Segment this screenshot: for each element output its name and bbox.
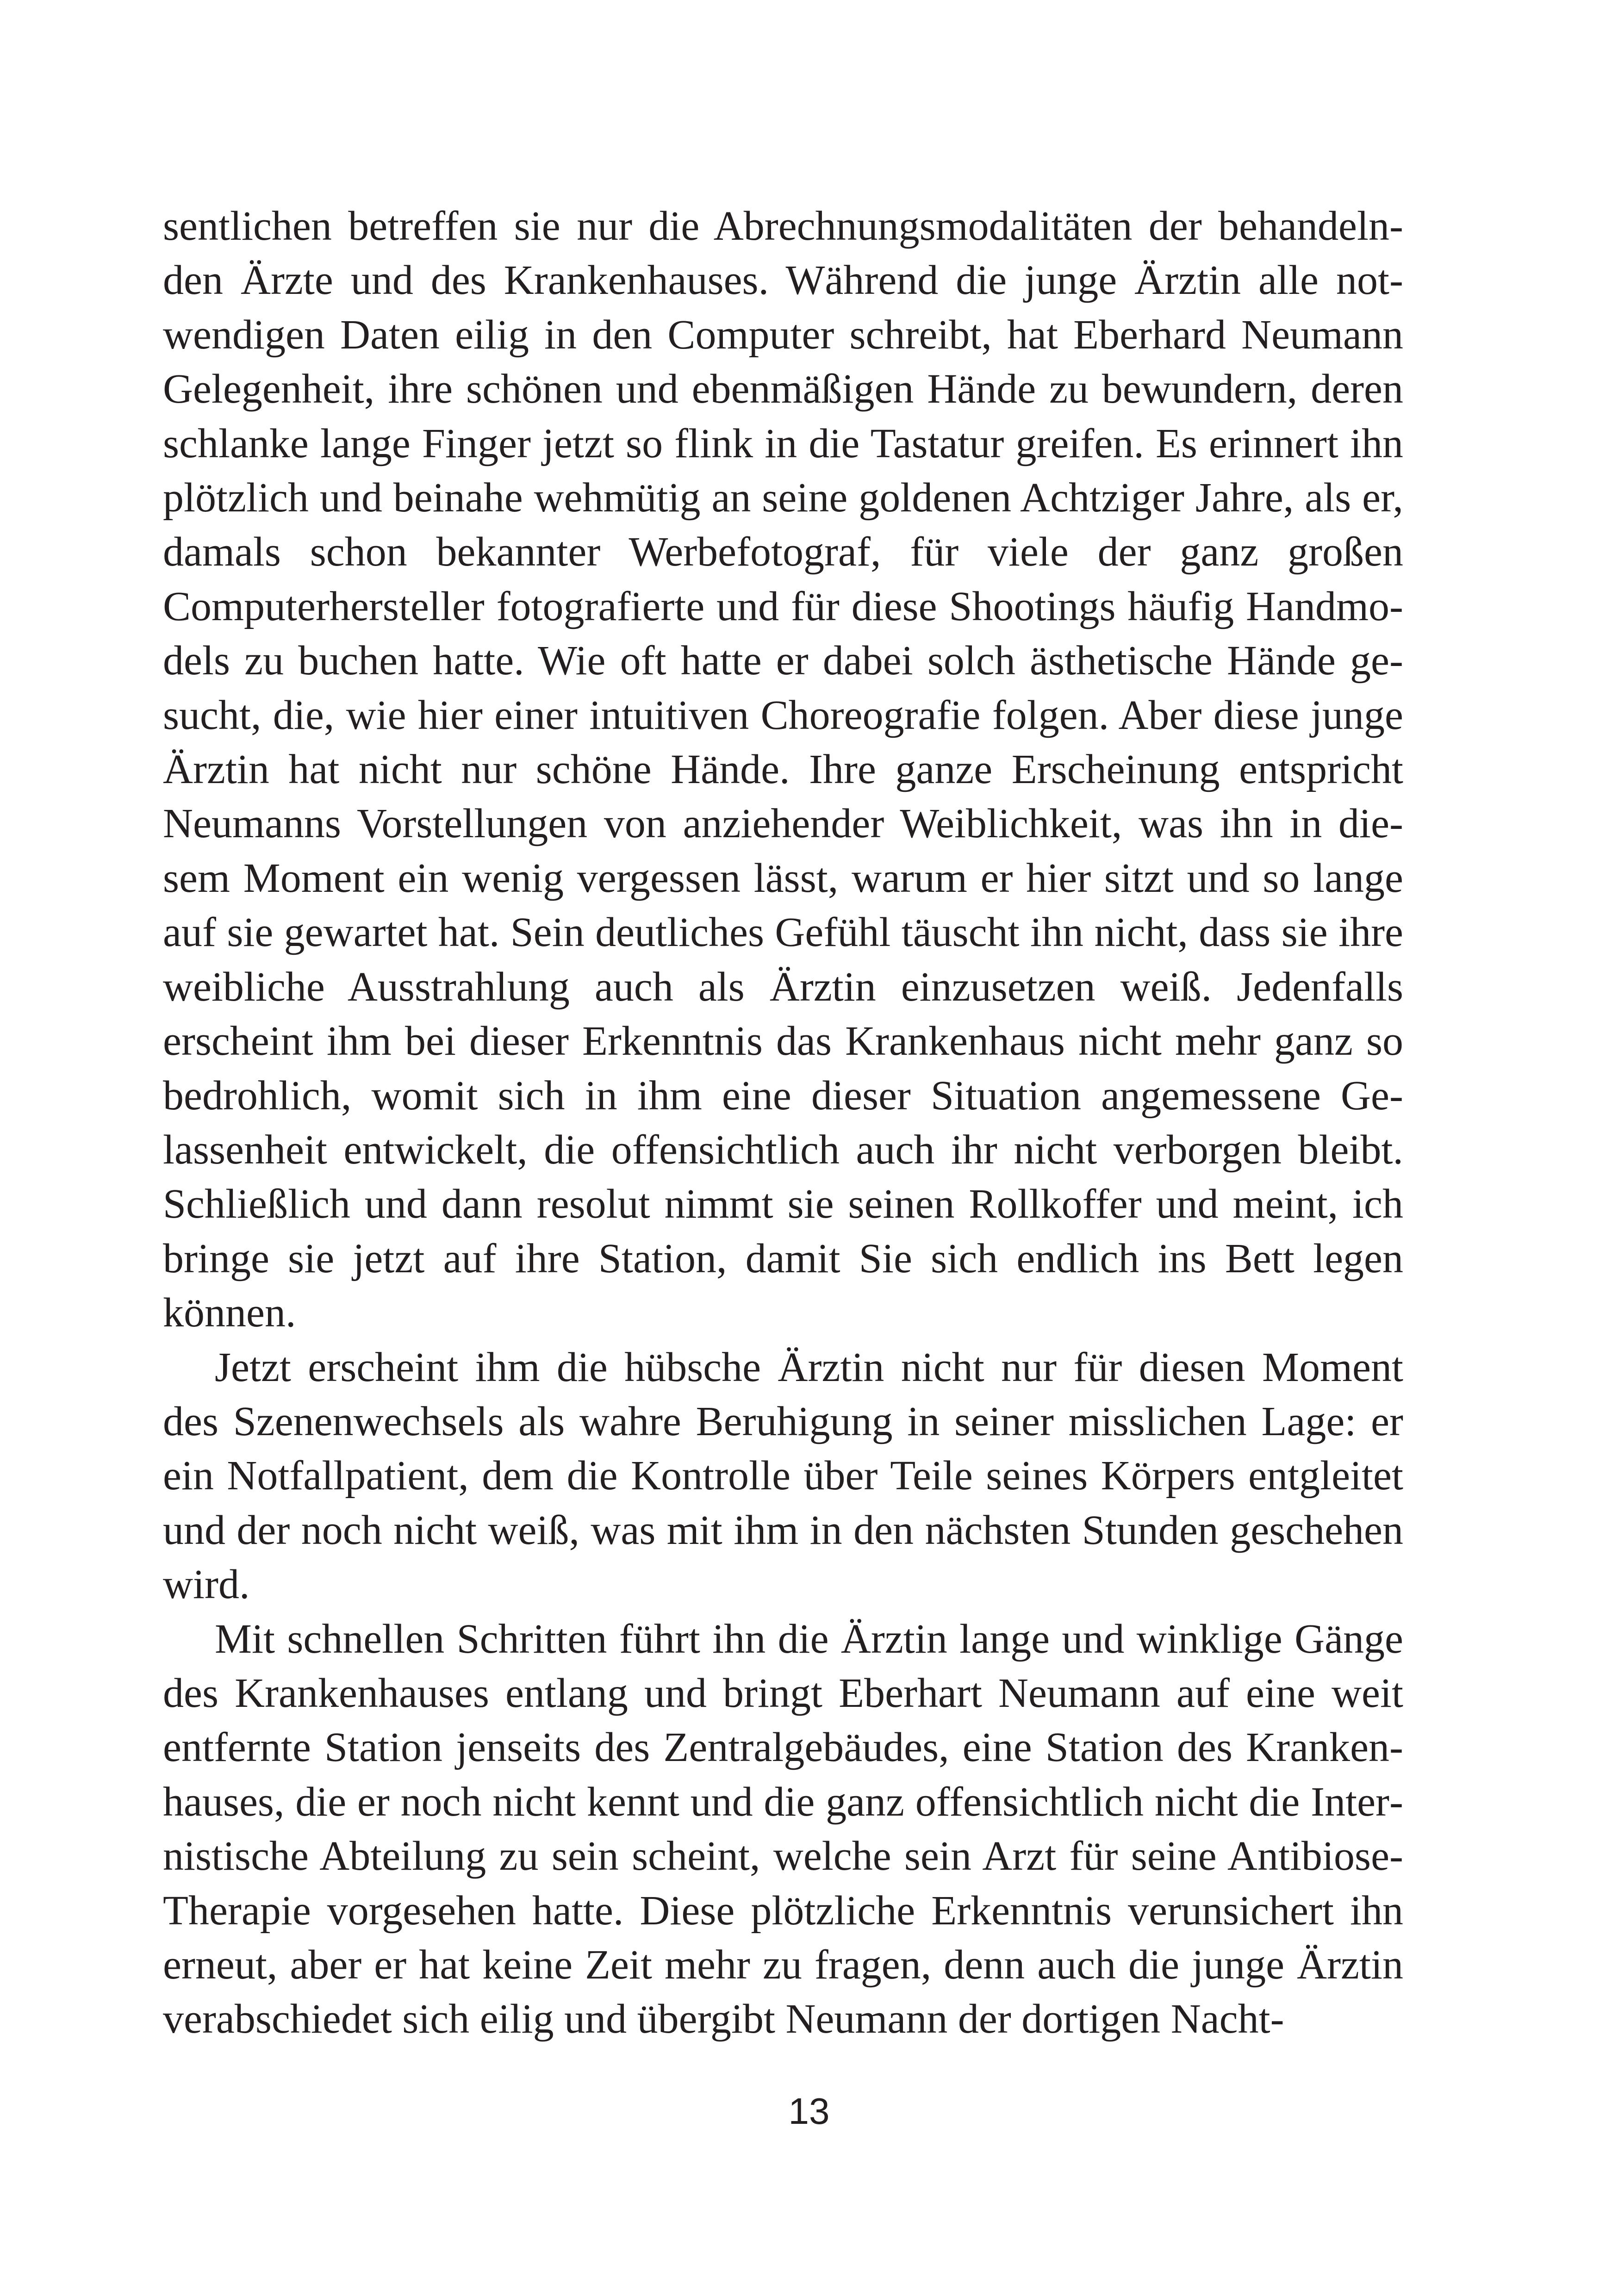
paragraph-2: Jetzt erscheint ihm die hübsche Ärztin nicht nur für diesen Moment des Szenenwechsels als wahre Beruhigung in seiner misslichen Lage: er ein Notfallpatient, dem die Kontrolle über Teile seines Körpers entgleitet und der noch nicht weiß, was mit ihm in den nächsten Stunden geschehen wird. <box>163 1344 1403 1608</box>
paragraph-1: sentlichen betreffen sie nur die Abrechnungsmodalitäten der behandelnden Ärzte und des Krankenhauses. Während die junge Ärztin alle notwendigen Daten eilig in den Computer schreibt, hat Eberhard Neumann Gelegenheit, ihre schönen und ebenmäßigen Hände zu bewundern, deren schlanke lange Finger jetzt so flink in die Tastatur greifen. Es erinnert ihn plötzlich und beinahe wehmütig an seine goldenen Achtziger Jahre, als er, damals schon bekannter Werbefotograf, für viele der ganz großen Computerhersteller fotografierte und für diese Shootings häufig Handmodels zu buchen hatte. Wie oft hatte er dabei solch ästhetische Hände gesucht, die, wie hier einer intuitiven Choreografie folgen. Aber diese junge Ärztin hat nicht nur schöne Hände. Ihre ganze Erscheinung entspricht Neumanns Vorstellungen von anziehender Weiblichkeit, was ihn in diesem Moment ein wenig vergessen lässt, warum er hier sitzt und so lange auf sie gewartet hat. Sein deutliches Gefühl täuscht ihn nicht, dass sie ihre weibliche Ausstrahlung auch als Ärztin einzusetzen weiß. Jedenfalls erscheint ihm bei dieser Erkenntnis das Krankenhaus nicht mehr ganz so bedrohlich, womit sich in ihm eine dieser Situation angemessene Gelassenheit entwickelt, die offensichtlich auch ihr nicht verborgen bleibt. Schließlich und dann resolut nimmt sie seinen Rollkoffer und meint, ich bringe sie jetzt auf ihre Station, damit Sie sich endlich ins Bett legen können. <box>163 203 1403 1336</box>
page-number: 13 <box>788 2091 830 2132</box>
body-text <box>163 199 1403 2047</box>
paragraph-3: Mit schnellen Schritten führt ihn die Ärztin lange und winklige Gänge des Krankenhauses entlang und bringt Eberhart Neumann auf eine weit entfernte Station jenseits des Zentralgebäudes, eine Station des Krankenhauses, die er noch nicht kennt und die ganz offensichtlich nicht die Internistische Abteilung zu sein scheint, welche sein Arzt für seine Antibiose-Therapie vorgesehen hatte. Diese plötzliche Erkenntnis verunsichert ihn erneut, aber er hat keine Zeit mehr zu fragen, denn auch die junge Ärztin verabschiedet sich eilig und übergibt Neumann der dortigen Nacht- <box>163 1616 1403 2042</box>
